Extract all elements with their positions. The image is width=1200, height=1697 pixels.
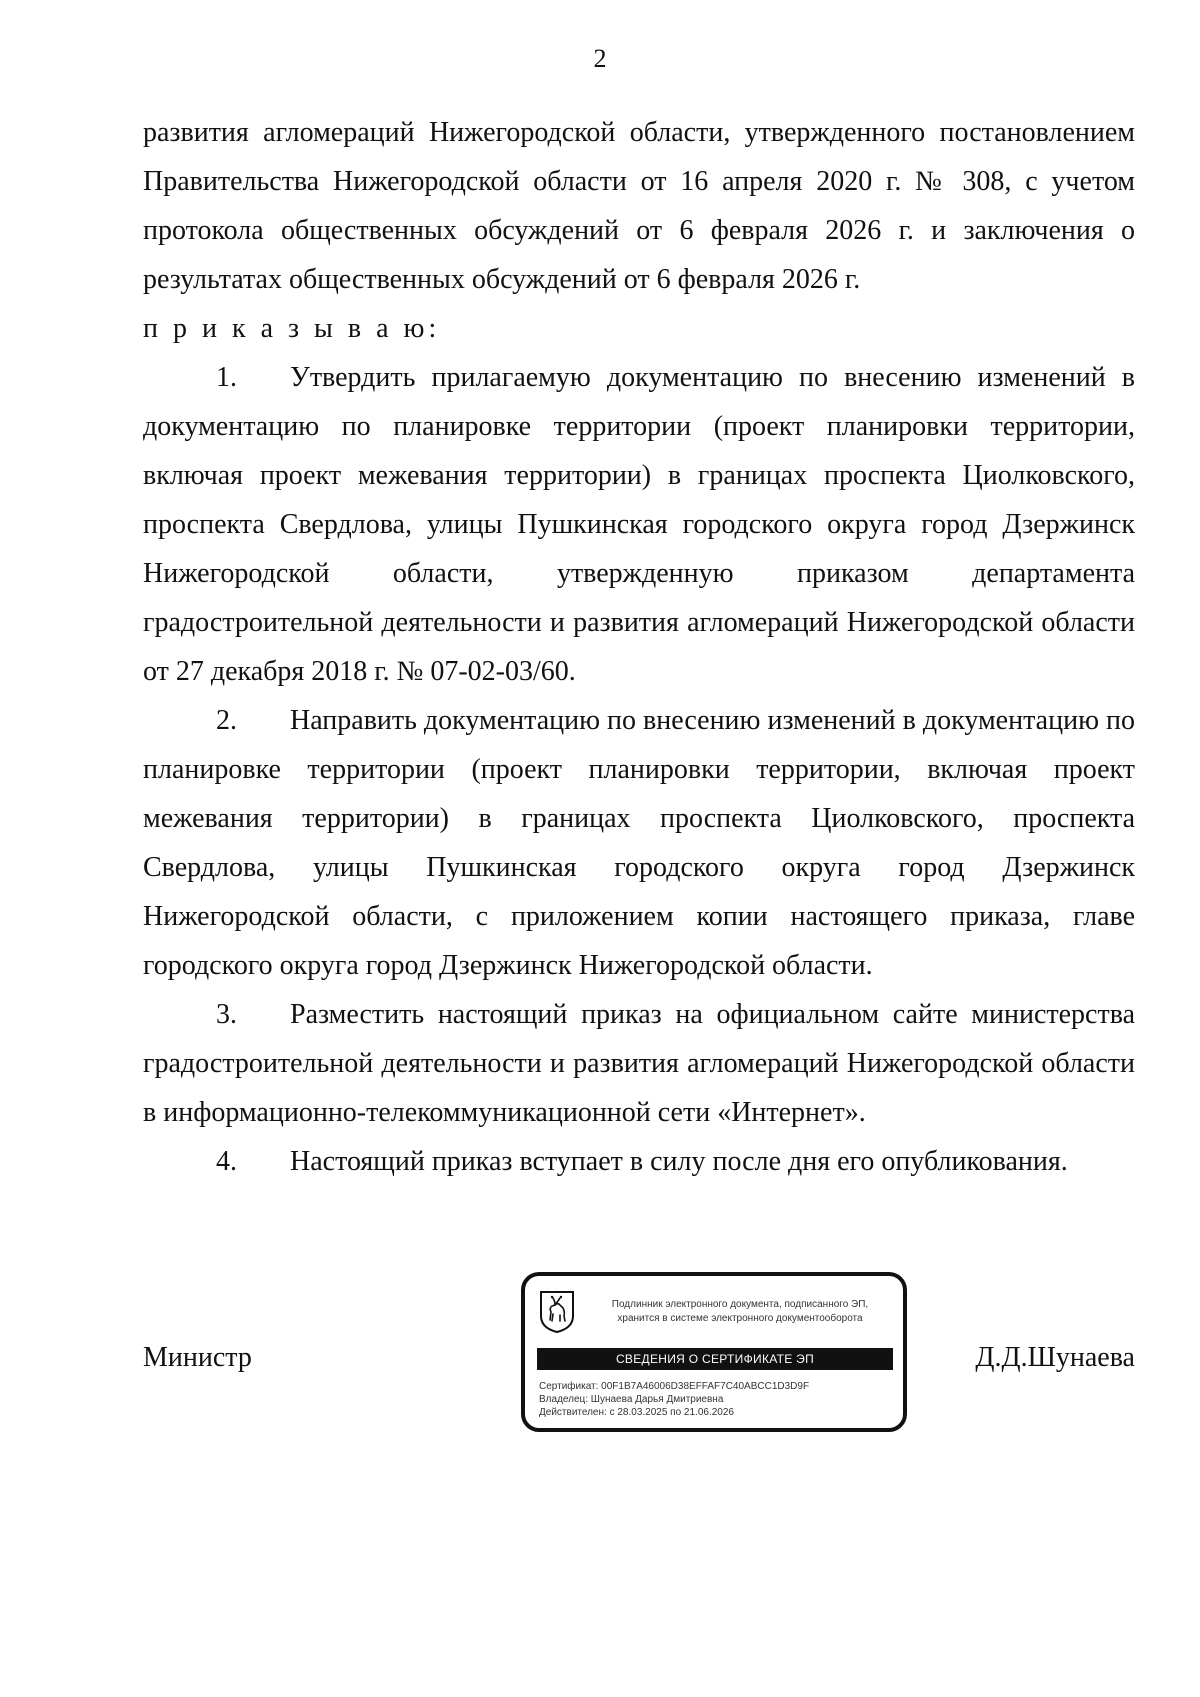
stamp-details	[539, 1380, 895, 1419]
item-text: Разместить настоящий приказ на официальном сайте министерства градостроительной деятельности и развития агломераций Нижегородской области в информационно-телекоммуникационной сети «Интернет».	[143, 999, 1135, 1128]
order-item-3	[143, 990, 1135, 1137]
intro-line: развития агломераций Нижегородской области, утвержденного постановлением	[143, 117, 1135, 148]
coat-of-arms-icon	[539, 1290, 575, 1334]
certificate-owner: Владелец: Шунаева Дарья Дмитриевна	[539, 1394, 724, 1405]
intro-line: протокола общественных обсуждений от 6 февраля 2026 г. и заключения о	[143, 215, 1135, 246]
intro-line: результатах общественных обсуждений от 6 февраля 2026 г.	[143, 264, 861, 295]
item-number: 3.	[216, 999, 237, 1030]
certificate-validity: Действителен: с 28.03.2025 по 21.06.2026	[539, 1407, 734, 1418]
stamp-note	[587, 1298, 893, 1326]
signatory-name: Д.Д.Шунаева	[975, 1342, 1135, 1373]
document-body	[143, 108, 1135, 1186]
page-number: 2	[593, 44, 607, 73]
stamp-header: СВЕДЕНИЯ О СЕРТИФИКАТЕ ЭП	[537, 1348, 893, 1370]
stamp-note-line: Подлинник электронного документа, подписанного ЭП,	[611, 1299, 869, 1310]
stamp-note-line: хранится в системе электронного документооборота	[617, 1313, 863, 1324]
intro-line: Правительства Нижегородской области от 16 апреля 2020 г. № 308, с учетом	[143, 166, 1135, 197]
intro-paragraph	[143, 108, 1135, 304]
order-item-4	[143, 1137, 1135, 1186]
order-item-1	[143, 353, 1135, 696]
order-word: п р и к а з ы в а ю:	[143, 313, 441, 344]
electronic-signature-stamp	[521, 1272, 907, 1432]
item-text: Направить документацию по внесению изменений в документацию по планировке территории (проект планировки территории, включая проект межевания территории) в границах проспекта Циолковского, проспекта Свердлова, улицы Пушкинская городского округа город Дзержинск Нижегородской области, с приложением копии настоящего приказа, главе городского округа город Дзержинск Нижегородской области.	[143, 705, 1135, 981]
item-number: 2.	[216, 705, 237, 736]
item-number: 4.	[216, 1146, 237, 1177]
certificate-number: Сертификат: 00F1B7A46006D38EFFAF7C40ABCC1D3D9F	[539, 1381, 810, 1392]
signatory-title: Министр	[143, 1342, 252, 1373]
item-text: Настоящий приказ вступает в силу после дня его опубликования.	[290, 1146, 1068, 1177]
order-item-2	[143, 696, 1135, 990]
item-text: Утвердить прилагаемую документацию по внесению изменений в документацию по планировке территории (проект планировки территории, включая проект межевания территории) в границах проспекта Циолковского, проспекта Свердлова, улицы Пушкинская городского округа город Дзержинск Нижегородской области, утвержденную приказом департамента градостроительной деятельности и развития агломераций Нижегородской области от 27 декабря 2018 г. № 07-02-03/60.	[143, 362, 1135, 687]
item-number: 1.	[216, 362, 237, 393]
